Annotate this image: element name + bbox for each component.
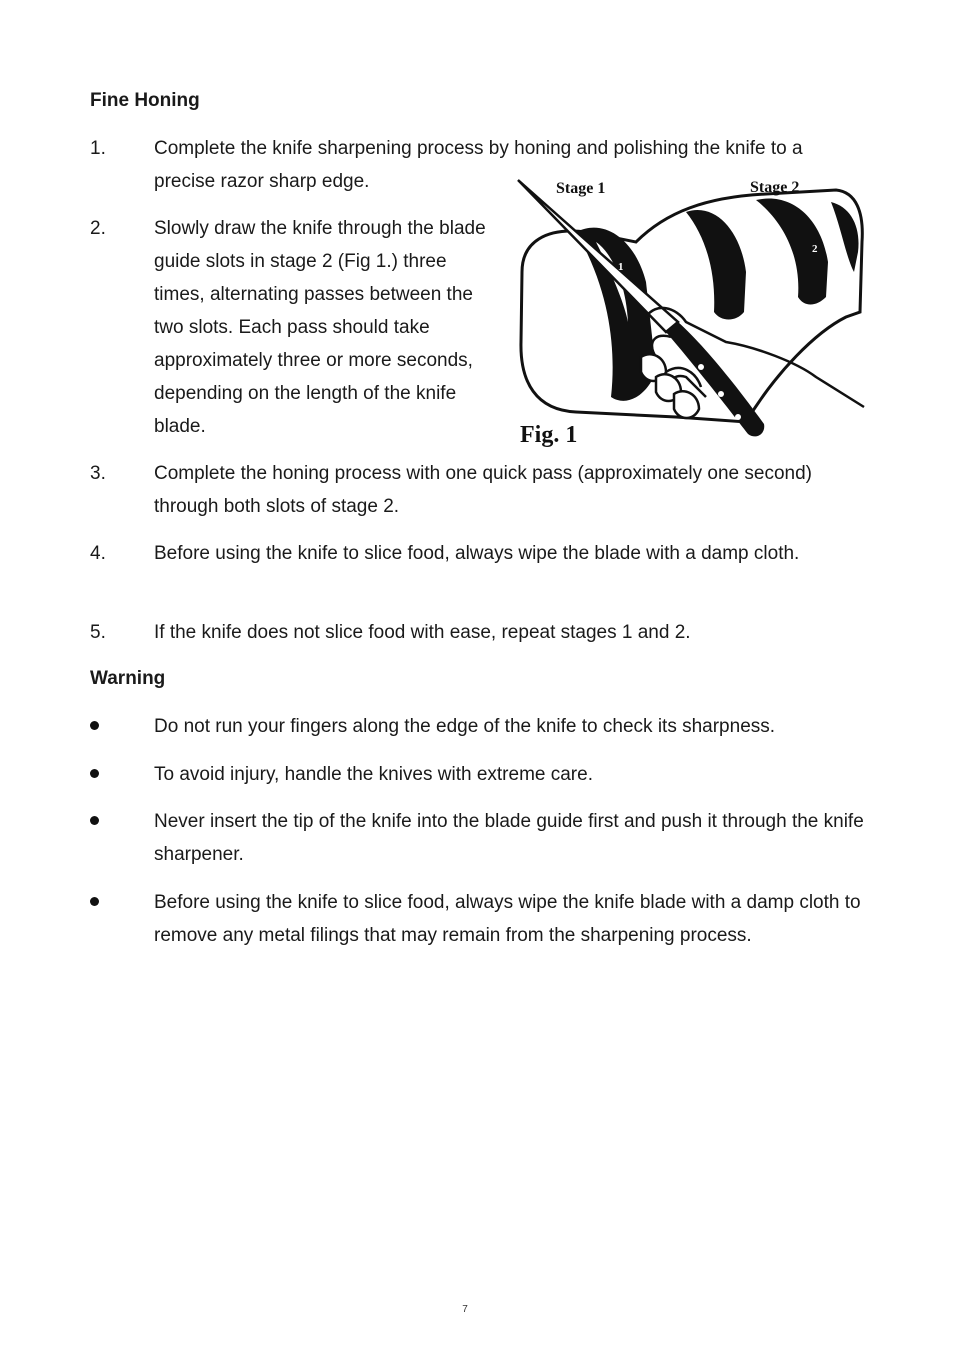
warning-text: Never insert the tip of the knife into the blade guide first and push it through the knife sharpener. xyxy=(154,811,864,865)
step-text: Complete the knife sharpening process by honing and polishing the knife to a precise razor sharp edge. xyxy=(154,138,803,192)
figure-caption: Fig. 1 xyxy=(520,422,578,448)
list-item-step-5 xyxy=(90,616,870,649)
list-item-warning-3 xyxy=(90,805,870,871)
bullet-icon xyxy=(90,897,99,906)
step-text: Before using the knife to slice food, always wipe the blade with a damp cloth. xyxy=(154,543,800,564)
step-number: 1. xyxy=(90,138,106,159)
list-item-warning-2 xyxy=(90,758,870,791)
step-number: 5. xyxy=(90,622,106,643)
step-text: If the knife does not slice food with ease, repeat stages 1 and 2. xyxy=(154,622,691,643)
list-item-step-4 xyxy=(90,537,870,570)
step-number: 3. xyxy=(90,463,106,484)
slot-number-1: 1 xyxy=(618,261,624,273)
section-heading-fine-honing: Fine Honing xyxy=(90,90,200,111)
step-number: 2. xyxy=(90,218,106,239)
warning-text: To avoid injury, handle the knives with extreme care. xyxy=(154,764,593,785)
stage1-label: Stage 1 xyxy=(556,180,606,197)
section-heading-warning: Warning xyxy=(90,668,166,689)
step-number: 4. xyxy=(90,543,106,564)
step-text: Slowly draw the knife through the blade guide slots in stage 2 (Fig 1.) three times, alternating passes between the two slots. Each pass should take approximately three or more seconds, depending on the length of the knife blade. xyxy=(154,218,486,437)
slot-number-2: 2 xyxy=(812,243,818,255)
knife-sharpener-figure xyxy=(516,172,866,450)
bullet-icon xyxy=(90,769,99,778)
list-item-warning-1 xyxy=(90,710,870,743)
warning-text: Before using the knife to slice food, always wipe the knife blade with a damp cloth to remove any metal filings that may remain from the sharpening process. xyxy=(154,892,861,946)
list-item-warning-4 xyxy=(90,886,870,952)
warning-text: Do not run your fingers along the edge of the knife to check its sharpness. xyxy=(154,716,776,737)
bullet-icon xyxy=(90,721,99,730)
list-item-step-3 xyxy=(90,457,870,523)
bullet-icon xyxy=(90,816,99,825)
page-number: 7 xyxy=(462,1304,468,1315)
step-text: Complete the honing process with one quick pass (approximately one second) through both slots of stage 2. xyxy=(154,463,812,517)
stage2-label: Stage 2 xyxy=(750,179,800,196)
